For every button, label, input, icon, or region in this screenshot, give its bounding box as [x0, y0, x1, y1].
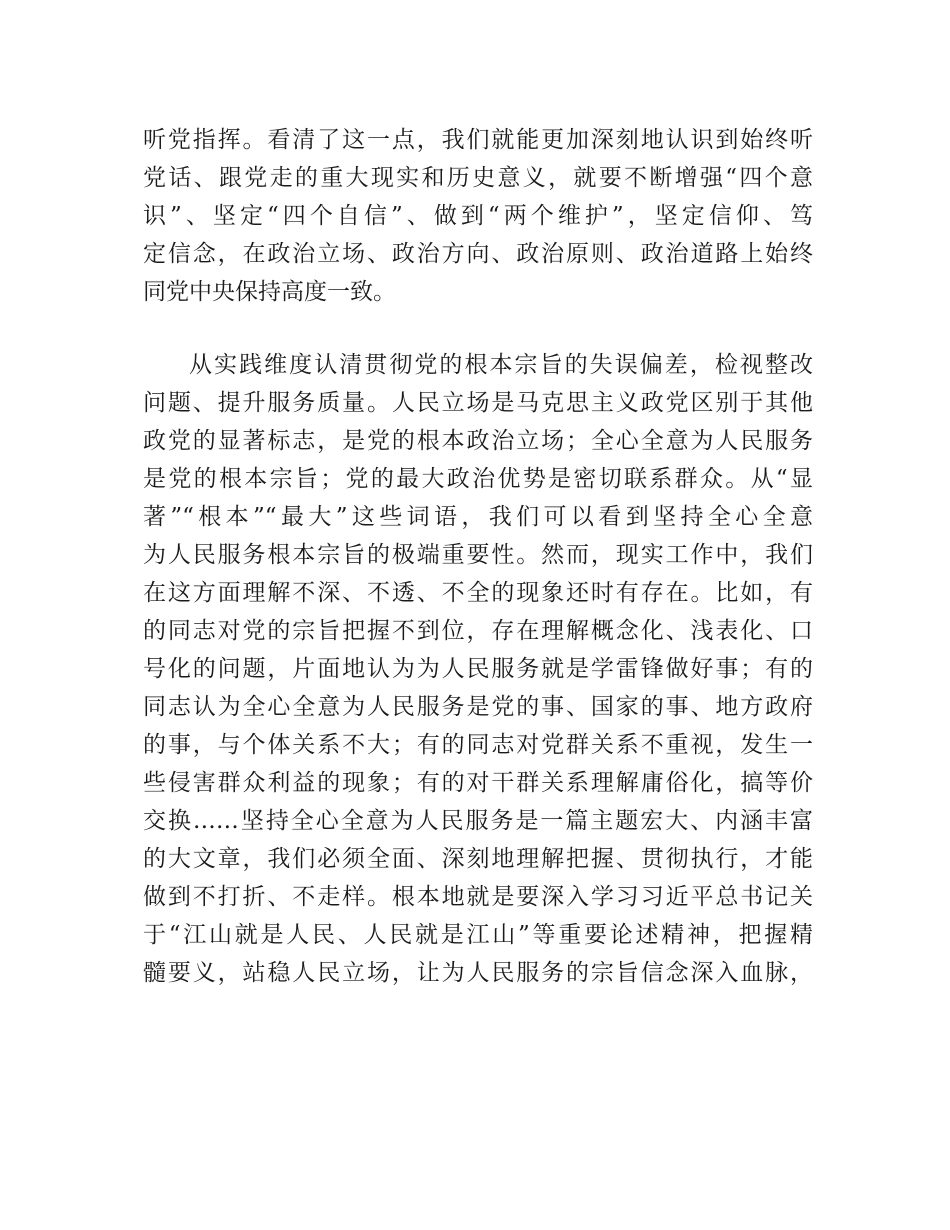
paragraph-2-line-13: 交换……坚持全心全意为人民服务是一篇主题宏大、内涵丰富: [143, 808, 813, 834]
paragraph-2-line-4: 是党的根本宗旨；党的最大政治优势是密切联系群众。从“显: [143, 466, 813, 492]
paragraph-1-line-3: 识”、坚定“四个自信”、做到“两个维护”，坚定信仰、笃: [143, 203, 813, 229]
paragraph-2-line-1: 从实践维度认清贯彻党的根本宗旨的失误偏差，检视整改: [189, 352, 813, 378]
paragraph-2-line-16: 于“江山就是人民、人民就是江山”等重要论述精神，把握精: [143, 922, 813, 948]
paragraph-2-line-10: 同志认为全心全意为人民服务是党的事、国家的事、地方政府: [143, 694, 813, 720]
paragraph-1-line-2: 党话、跟党走的重大现实和历史意义，就要不断增强“四个意: [143, 165, 813, 191]
paragraph-2-line-5: 著”“根本”“最大”这些词语，我们可以看到坚持全心全意: [143, 504, 813, 530]
paragraph-2-line-7: 在这方面理解不深、不透、不全的现象还时有存在。比如，有: [143, 580, 813, 606]
paragraph-1-line-5: 同党中央保持高度一致。: [143, 279, 396, 305]
paragraph-1: [143, 121, 813, 311]
paragraph-2-line-8: 的同志对党的宗旨把握不到位，存在理解概念化、浅表化、口: [143, 618, 813, 644]
paragraph-2-line-15: 做到不打折、不走样。根本地就是要深入学习习近平总书记关: [143, 884, 813, 910]
paragraph-1-line-4: 定信念，在政治立场、政治方向、政治原则、政治道路上始终: [143, 241, 813, 267]
paragraph-2-line-2: 问题、提升服务质量。人民立场是马克思主义政党区别于其他: [143, 390, 813, 416]
paragraph-2-line-6: 为人民服务根本宗旨的极端重要性。然而，现实工作中，我们: [143, 542, 813, 568]
paragraph-2-line-12: 些侵害群众利益的现象；有的对干群关系理解庸俗化，搞等价: [143, 770, 813, 796]
paragraph-2-line-14: 的大文章，我们必须全面、深刻地理解把握、贯彻执行，才能: [143, 846, 813, 872]
paragraph-2-line-3: 政党的显著标志，是党的根本政治立场；全心全意为人民服务: [143, 428, 813, 454]
paragraph-2: [143, 346, 813, 992]
paragraph-1-line-1: 听党指挥。看清了这一点，我们就能更加深刻地认识到始终听: [143, 127, 813, 153]
paragraph-2-line-17: 髓要义，站稳人民立场，让为人民服务的宗旨信念深入血脉，: [143, 960, 813, 986]
paragraph-2-line-11: 的事，与个体关系不大；有的同志对党群关系不重视，发生一: [143, 732, 813, 758]
paragraph-2-line-9: 号化的问题，片面地认为为人民服务就是学雷锋做好事；有的: [143, 656, 813, 682]
